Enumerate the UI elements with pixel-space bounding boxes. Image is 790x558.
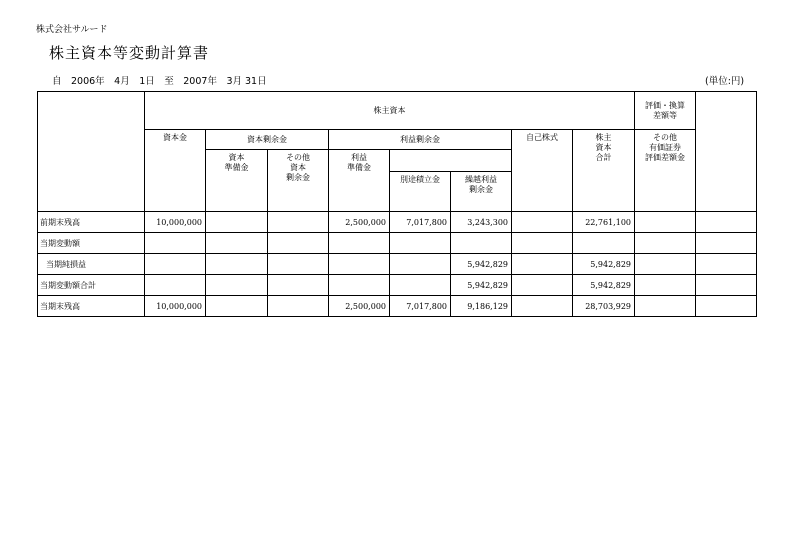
value-cell [696, 233, 757, 254]
value-cell [573, 233, 635, 254]
value-cell [268, 296, 329, 317]
valuation-adjustment-header: 評価・換算 差額等 [635, 92, 696, 130]
table-row [38, 275, 757, 296]
value-cell [329, 275, 390, 296]
value-cell [635, 212, 696, 233]
value-cell: 9,186,129 [451, 296, 512, 317]
value-cell: 2,500,000 [329, 212, 390, 233]
other-retained-earnings-header [390, 150, 512, 172]
row-label-header [38, 92, 145, 212]
fiscal-period: 自 2006年 4月 1日 至 2007年 3月 31日 [52, 76, 267, 87]
value-cell [329, 254, 390, 275]
general-reserve-header: 別途積立金 [390, 172, 451, 212]
row-label: 前期末残高 [38, 212, 145, 233]
table-row [38, 233, 757, 254]
value-cell: 3,243,300 [451, 212, 512, 233]
value-cell [206, 233, 268, 254]
treasury-stock-header: 自己株式 [512, 130, 573, 212]
value-cell: 10,000,000 [145, 296, 206, 317]
other-securities-header: その他 有価証券 評価差額金 [635, 130, 696, 212]
table-row [38, 296, 757, 317]
other-capital-surplus-header: その他 資本 剰余金 [268, 150, 329, 212]
value-cell: 5,942,829 [451, 254, 512, 275]
row-label: 当期純損益 [38, 254, 145, 275]
value-cell [635, 233, 696, 254]
value-cell [635, 275, 696, 296]
value-cell [512, 254, 573, 275]
value-cell [206, 275, 268, 296]
legal-reserve-header: 利益 準備金 [329, 150, 390, 212]
value-cell: 10,000,000 [145, 212, 206, 233]
row-label: 当期変動額 [38, 233, 145, 254]
value-cell [696, 254, 757, 275]
value-cell [268, 275, 329, 296]
value-cell: 7,017,800 [390, 296, 451, 317]
value-cell [145, 233, 206, 254]
retained-earnings-header: 利益剰余金 [329, 130, 512, 150]
value-cell: 7,017,800 [390, 212, 451, 233]
value-cell [635, 254, 696, 275]
value-cell [696, 212, 757, 233]
table-row [38, 212, 757, 233]
row-label: 当期末残高 [38, 296, 145, 317]
value-cell [268, 254, 329, 275]
value-cell [145, 275, 206, 296]
value-cell [268, 233, 329, 254]
stock-acquisition-rights-top [696, 92, 757, 212]
value-cell [390, 275, 451, 296]
equity-statement-table [37, 91, 757, 317]
value-cell: 28,703,929 [573, 296, 635, 317]
value-cell [512, 233, 573, 254]
value-cell [635, 296, 696, 317]
capital-reserve-header: 資本 準備金 [206, 150, 268, 212]
value-cell: 5,942,829 [573, 254, 635, 275]
capital-surplus-header: 資本剰余金 [206, 130, 329, 150]
shareholders-equity-header: 株主資本 [145, 92, 635, 130]
value-cell [696, 275, 757, 296]
currency-unit: (単位:円) [705, 76, 745, 87]
table-row [38, 254, 757, 275]
value-cell [451, 233, 512, 254]
value-cell [390, 254, 451, 275]
value-cell [206, 296, 268, 317]
retained-brought-forward-header: 繰越利益 剰余金 [451, 172, 512, 212]
company-name: 株式会社サルード [36, 25, 108, 35]
value-cell [206, 212, 268, 233]
value-cell [512, 212, 573, 233]
value-cell: 5,942,829 [573, 275, 635, 296]
value-cell: 2,500,000 [329, 296, 390, 317]
value-cell: 22,761,100 [573, 212, 635, 233]
value-cell [268, 212, 329, 233]
row-label: 当期変動額合計 [38, 275, 145, 296]
capital-header: 資本金 [145, 130, 206, 212]
value-cell [696, 296, 757, 317]
total-equity-header: 株主 資本 合計 [573, 130, 635, 212]
value-cell [329, 233, 390, 254]
value-cell [145, 254, 206, 275]
value-cell: 5,942,829 [451, 275, 512, 296]
document-title: 株主資本等変動計算書 [49, 44, 210, 62]
value-cell [512, 275, 573, 296]
value-cell [512, 296, 573, 317]
value-cell [390, 233, 451, 254]
value-cell [206, 254, 268, 275]
